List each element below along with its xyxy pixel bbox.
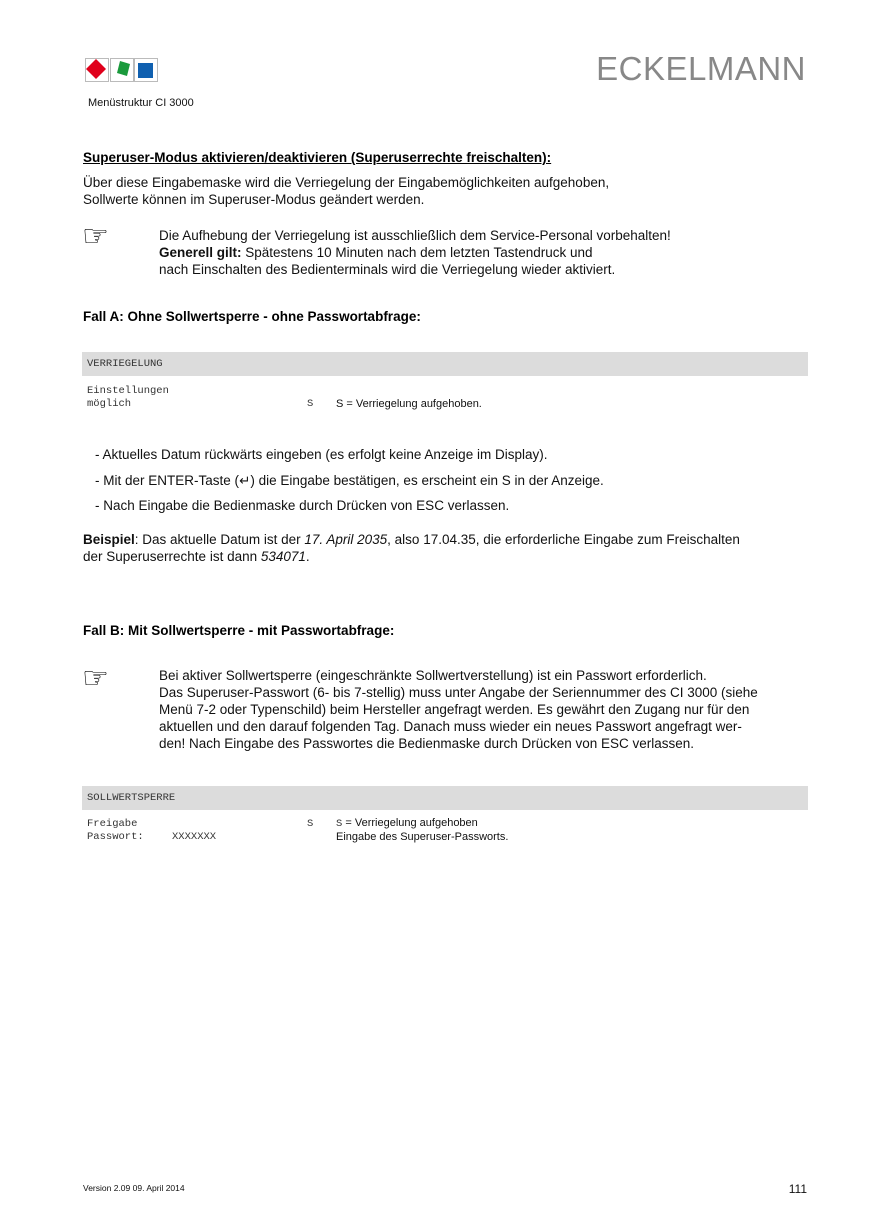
- example-text-1: : Das aktuelle Datum ist der: [134, 532, 305, 547]
- display-row-passwort-label: Passwort:: [87, 831, 144, 843]
- example-text-4: .: [305, 549, 310, 564]
- example-text-3: der Superuserrechte ist dann: [83, 549, 261, 564]
- example-line-1: [83, 531, 813, 548]
- brand-name: ECKELMANN: [596, 50, 806, 87]
- fall-b-title: Fall B: Mit Sollwertsperre - mit Passwortabfrage:: [83, 623, 395, 638]
- password-note: [159, 667, 819, 752]
- display-title: SOLLWERTSPERRE: [87, 792, 176, 804]
- explanation-line-1: [336, 817, 508, 831]
- section-title: Superuser-Modus aktivieren/deaktivieren (Superuserrechte freischalten):: [83, 150, 552, 165]
- display-row-label: [87, 385, 169, 411]
- footer-version: Version 2.09 09. April 2014: [83, 1183, 185, 1193]
- eckelmann-logo-icon: [84, 56, 159, 84]
- page-number: 111: [788, 1182, 807, 1196]
- intro-text: [83, 174, 609, 208]
- service-note: [159, 227, 819, 278]
- list-item: - Nach Eingabe die Bedienmaske durch Drücken von ESC verlassen.: [95, 498, 510, 513]
- list-item: - Mit der ENTER-Taste (↵) die Eingabe bestätigen, es erscheint ein S in der Anzeige.: [95, 473, 604, 488]
- display-header-sollwertsperre: [82, 786, 808, 810]
- password-note-line: Bei aktiver Sollwertsperre (eingeschränkte Sollwertverstellung) ist ein Passwort erforderlich.: [159, 668, 707, 683]
- pointing-hand-icon: ☞: [82, 662, 109, 695]
- display-row-freigabe-label: Freigabe: [87, 818, 138, 830]
- password-note-line: Das Superuser-Passwort (6- bis 7-stellig) muss unter Angabe der Seriennummer des CI 3000 (siehe: [159, 685, 758, 700]
- note-line-1: Die Aufhebung der Verriegelung ist ausschließlich dem Service-Personal vorbehalten!: [159, 228, 671, 243]
- intro-line-1: Über diese Eingabemaske wird die Verriegelung der Eingabemöglichkeiten aufgehoben,: [83, 175, 610, 190]
- note-bold-label: Generell gilt:: [159, 245, 242, 260]
- fall-a-title: Fall A: Ohne Sollwertsperre - ohne Passwortabfrage:: [83, 309, 421, 324]
- password-note-line: Menü 7-2 oder Typenschild) beim Hersteller angefragt werden. Es gewährt den Zugang nur für den: [159, 702, 750, 717]
- display-row-passwort-value: XXXXXXX: [172, 831, 217, 843]
- display-row-value: S: [307, 398, 314, 410]
- display-row-line-1: Einstellungen: [87, 385, 169, 397]
- example-line-2: [83, 548, 813, 565]
- explanation-line-2: Eingabe des Superuser-Passworts.: [336, 831, 509, 843]
- display-row-line-2: möglich: [87, 398, 132, 410]
- display-row-freigabe-value: S: [307, 818, 314, 830]
- pointing-hand-icon: ☞: [82, 220, 109, 253]
- note-line-2-rest: Spätestens 10 Minuten nach dem letzten Tastendruck und: [241, 245, 593, 260]
- note-line-3: nach Einschalten des Bedienterminals wird die Verriegelung wieder aktiviert.: [159, 262, 616, 277]
- list-item: - Aktuelles Datum rückwärts eingeben (es erfolgt keine Anzeige im Display).: [95, 447, 548, 462]
- display-title: VERRIEGELUNG: [87, 358, 163, 370]
- explanation-s: S: [336, 818, 343, 830]
- password-note-line: aktuellen und den darauf folgenden Tag. Danach muss wieder ein neues Passwort angefragt wer-: [159, 719, 742, 734]
- example-text-2: , also 17.04.35, die erforderliche Eingabe zum Freischalten: [387, 532, 740, 547]
- page-subtitle: Menüstruktur CI 3000: [88, 97, 194, 109]
- display-row-explanation: S = Verriegelung aufgehoben.: [336, 398, 482, 410]
- intro-line-2: Sollwerte können im Superuser-Modus geändert werden.: [83, 192, 425, 207]
- display-header-verriegelung: [82, 352, 808, 376]
- example-date: 17. April 2035: [304, 532, 388, 547]
- example-code: 534071: [260, 549, 306, 564]
- explanation-rest: = Verriegelung aufgehoben: [342, 817, 478, 829]
- example-label: Beispiel: [83, 532, 135, 547]
- display-row-explanation: [336, 817, 508, 844]
- example-paragraph: [83, 531, 813, 565]
- password-note-line: den! Nach Eingabe des Passwortes die Bedienmaske durch Drücken von ESC verlassen.: [159, 736, 695, 751]
- note-line-2: [159, 244, 819, 261]
